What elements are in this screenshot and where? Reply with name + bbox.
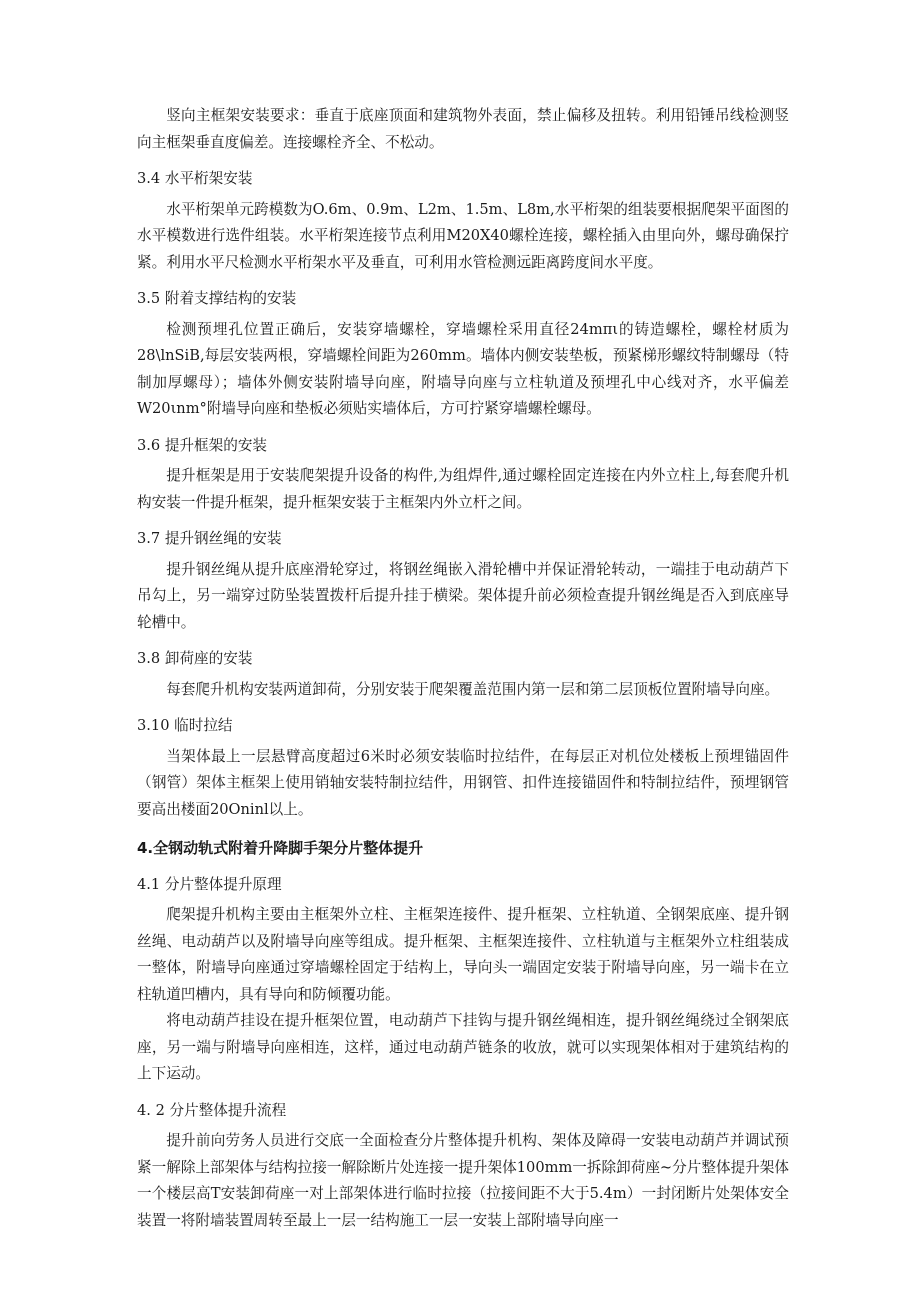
paragraph-3-10: 当架体最上一层悬臂高度超过6米时必须安装临时拉结件，在每层正对机位处楼板上预埋锚固件（钢管）架体主框架上使用销轴安装特制拉结件，用钢管、扣件连接锚固件和特制拉结件，预埋钢管要高出楼面20Oninl以上。 [137,747,789,818]
paragraph-3-7: 提升钢丝绳从提升底座滑轮穿过，将钢丝绳嵌入滑轮槽中并保证滑轮转动，一端挂于电动葫芦下吊勾上，另一端穿过防坠装置拨杆后提升挂于横梁。架体提升前必须检查提升钢丝绳是否入到底座导轮槽中。 [137,560,789,631]
heading-3-5: 3.5 附着支撑结构的安装 [137,290,297,307]
heading-4: 4.全钢动轨式附着升降脚手架分片整体提升 [137,839,424,857]
paragraph-3-8: 每套爬升机构安装两道卸荷，分别安装于爬架覆盖范围内第一层和第二层顶板位置附墙导向座。 [166,680,780,698]
document-body [137,103,789,1234]
heading-4-1: 4.1 分片整体提升原理 [137,875,282,893]
heading-3-8: 3.8 卸荷座的安装 [137,650,253,667]
paragraph-3-3-vertical-frame: 竖向主框架安装要求：垂直于底座顶面和建筑物外表面，禁止偏移及扭转。利用铅锤吊线检测竖向主框架垂直度偏差。连接螺栓齐全、不松动。 [137,107,789,151]
heading-3-6: 3.6 提升框架的安装 [137,436,268,454]
paragraph-4-2: 提升前向劳务人员进行交底一全面检查分片整体提升机构、架体及障碍一安装电动葫芦并调试预紧一解除上部架体与结构拉接一解除断片处连接一提升架体100mm一拆除卸荷座~分片整体提升架体一个楼层高T安装卸荷座一对上部架体进行临时拉接（拉接间距不大于5.4m）一封闭断片处架体安全装置一将附墙装置周转至最上一层一结构施工一层一安装上部附墙导向座一 [137,1132,789,1229]
paragraph-4-1-a: 爬架提升机构主要由主框架外立柱、主框架连接件、提升框架、立柱轨道、全钢架底座、提升钢丝绳、电动葫芦以及附墙导向座等组成。提升框架、主框架连接件、立柱轨道与主框架外立柱组装成一整体，附墙导向座通过穿墙螺栓固定于结构上，导向头一端固定安装于附墙导向座，另一端卡在立柱轨道凹槽内，具有导向和防倾覆功能。 [137,906,789,1003]
paragraph-3-4: 水平桁架单元跨模数为O.6m、0.9m、L2m、1.5m、L8m,水平桁架的组装要根据爬架平面图的水平模数进行选件组装。水平桁架连接节点利用M20X40螺栓连接，螺栓插入由里向外，螺母确保拧紧。利用水平尺检测水平桁架水平及垂直，可利用水管检测远距离跨度间水平度。 [137,200,789,271]
heading-3-7: 3.7 提升钢丝绳的安装 [137,530,282,547]
heading-3-4: 3.4 水平桁架安装 [137,170,253,187]
paragraph-3-5: 检测预埋孔位置正确后，安装穿墙螺栓，穿墙螺栓采用直径24mπι的铸造螺栓，螺栓材质为28\lnSiB,每层安装两根，穿墙螺栓间距为260mm。墙体内侧安装垫板，预紧梯形螺纹特制螺母（特制加厚螺母）；墙体外侧安装附墙导向座，附墙导向座与立柱轨道及预埋孔中心线对齐，水平偏差W20ιnm°附墙导向座和垫板必须贴实墙体后，方可拧紧穿墙螺栓螺母。 [137,320,789,417]
paragraph-3-6: 提升框架是用于安装爬架提升设备的构件,为组焊件,通过螺栓固定连接在内外立柱上,每套爬升机构安装一件提升框架，提升框架安装于主框架内外立杆之间。 [137,467,789,511]
paragraph-4-1-b: 将电动葫芦挂设在提升框架位置，电动葫芦下挂钩与提升钢丝绳相连，提升钢丝绳绕过全钢架底座，另一端与附墙导向座相连，这样，通过电动葫芦链条的收放，就可以实现架体相对于建筑结构的上下运动。 [137,1012,789,1082]
heading-4-2: 4. 2 分片整体提升流程 [137,1101,287,1119]
heading-3-10: 3.10 临时拉结 [137,717,233,734]
